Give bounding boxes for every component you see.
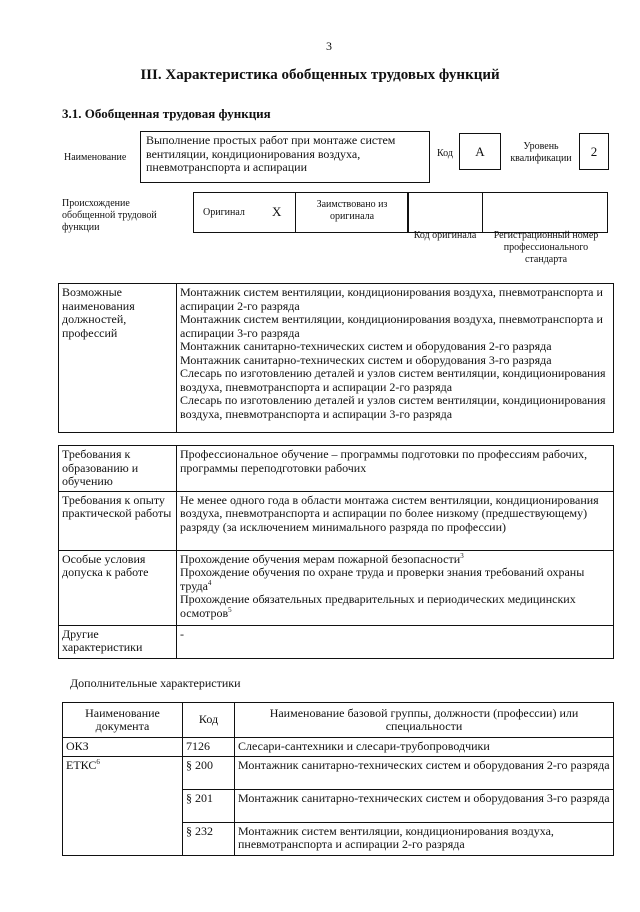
col-header-name: Наименование базовой группы, должности (профессии) или специальности bbox=[235, 703, 614, 738]
education-value: Профессиональное обучение – программы подготовки по профессиям рабочих, программы переподготовки рабочих bbox=[177, 446, 614, 492]
origin-divider bbox=[295, 192, 296, 233]
additional-title: Дополнительные характеристики bbox=[70, 676, 241, 690]
education-label: Требования к образованию и обучению bbox=[59, 446, 177, 492]
other-label: Другие характеристики bbox=[59, 625, 177, 658]
level-value-box bbox=[579, 133, 609, 170]
position-item: Монтажник санитарно-технических систем и оборудования 3-го разряда bbox=[180, 352, 552, 367]
original-label: Оригинал bbox=[203, 207, 245, 218]
subsection-title: 3.1. Обобщенная трудовая функция bbox=[62, 106, 271, 121]
etks-doc bbox=[63, 756, 183, 855]
section-title: III. Характеристика обобщенных трудовых функций bbox=[140, 67, 500, 83]
etks-code: § 200 bbox=[183, 756, 235, 789]
okz-code: 7126 bbox=[183, 738, 235, 757]
code-label: Код bbox=[437, 148, 453, 159]
name-label: Наименование bbox=[64, 152, 127, 163]
etks-code: § 201 bbox=[183, 789, 235, 822]
footnote-ref-4: 4 bbox=[207, 578, 212, 587]
experience-label: Требования к опыту практической работы bbox=[59, 491, 177, 550]
reg-number-caption: Регистрационный номер профессионального стандарта bbox=[493, 230, 599, 265]
position-item: Слесарь по изготовлению деталей и узлов систем вентиляции, кондиционирования воздуха, пневмотранспорта и аспирации 3-го разряда bbox=[180, 393, 606, 421]
etks-code: § 232 bbox=[183, 822, 235, 855]
position-item: Монтажник систем вентиляции, кондиционирования воздуха, пневмотранспорта и аспирации 3-го разряда bbox=[180, 312, 603, 340]
original-mark: Х bbox=[272, 204, 282, 219]
additional-table bbox=[62, 702, 614, 856]
etks-label: ЕТКС bbox=[66, 757, 97, 772]
etks-name: Монтажник систем вентиляции, кондиционирования воздуха, пневмотранспорта и аспирации 2-го разряда bbox=[235, 822, 614, 855]
okz-name: Слесари-сантехники и слесари-трубопроводчики bbox=[235, 738, 614, 757]
positions-table bbox=[58, 283, 614, 433]
function-name: Выполнение простых работ при монтаже систем вентиляции, кондиционирования воздуха, пневмотранспорта и аспирации bbox=[146, 133, 396, 174]
position-item: Слесарь по изготовлению деталей и узлов систем вентиляции, кондиционирования воздуха, пневмотранспорта и аспирации 2-го разряда bbox=[180, 366, 606, 394]
footnote-ref-3: 3 bbox=[460, 551, 464, 560]
position-item: Монтажник систем вентиляции, кондиционирования воздуха, пневмотранспорта и аспирации 2-го разряда bbox=[180, 285, 603, 313]
special-condition-2: Прохождение обучения по охране труда и проверки знания требований охраны труда bbox=[180, 565, 585, 593]
footnote-ref-6: 6 bbox=[96, 757, 100, 766]
special-condition-3: Прохождение обязательных предварительных и периодических медицинских осмотров bbox=[180, 592, 576, 620]
borrowed-label: Заимствовано из оригинала bbox=[316, 199, 388, 222]
code-value-box bbox=[459, 133, 501, 170]
col-header-doc: Наименование документа bbox=[63, 703, 183, 738]
special-conditions bbox=[177, 550, 614, 625]
original-code-caption: Код оригинала bbox=[413, 230, 477, 241]
origin-label: Происхождение обобщенной трудовой функции bbox=[62, 198, 157, 233]
special-condition-1: Прохождение обучения мерам пожарной безопасности bbox=[180, 551, 461, 566]
okz-doc: ОКЗ bbox=[63, 738, 183, 757]
requirements-table bbox=[58, 445, 614, 659]
etks-name: Монтажник санитарно-технических систем и оборудования 2-го разряда bbox=[235, 756, 614, 789]
code-value: А bbox=[475, 144, 485, 159]
positions-label: Возможные наименования должностей, профессий bbox=[59, 284, 177, 433]
page-number: 3 bbox=[326, 39, 332, 53]
reg-number-box bbox=[482, 192, 608, 233]
level-value: 2 bbox=[590, 144, 598, 159]
special-label: Особые условия допуска к работе bbox=[59, 550, 177, 625]
level-label: Уровень квалификации bbox=[510, 141, 572, 164]
footnote-ref-5: 5 bbox=[228, 605, 232, 614]
experience-value: Не менее одного года в области монтажа систем вентиляции, кондиционирования воздуха, пневмотранспорта и аспирации по более низкому (предшествующему) разряду (за исключением минимального разряда по профессии) bbox=[177, 491, 614, 550]
positions-list bbox=[177, 284, 614, 433]
etks-name: Монтажник санитарно-технических систем и оборудования 3-го разряда bbox=[235, 789, 614, 822]
col-header-code: Код bbox=[183, 703, 235, 738]
position-item: Монтажник санитарно-технических систем и оборудования 2-го разряда bbox=[180, 339, 552, 353]
other-value: - bbox=[177, 625, 614, 658]
original-code-box bbox=[408, 192, 483, 233]
function-name-box bbox=[140, 131, 430, 183]
